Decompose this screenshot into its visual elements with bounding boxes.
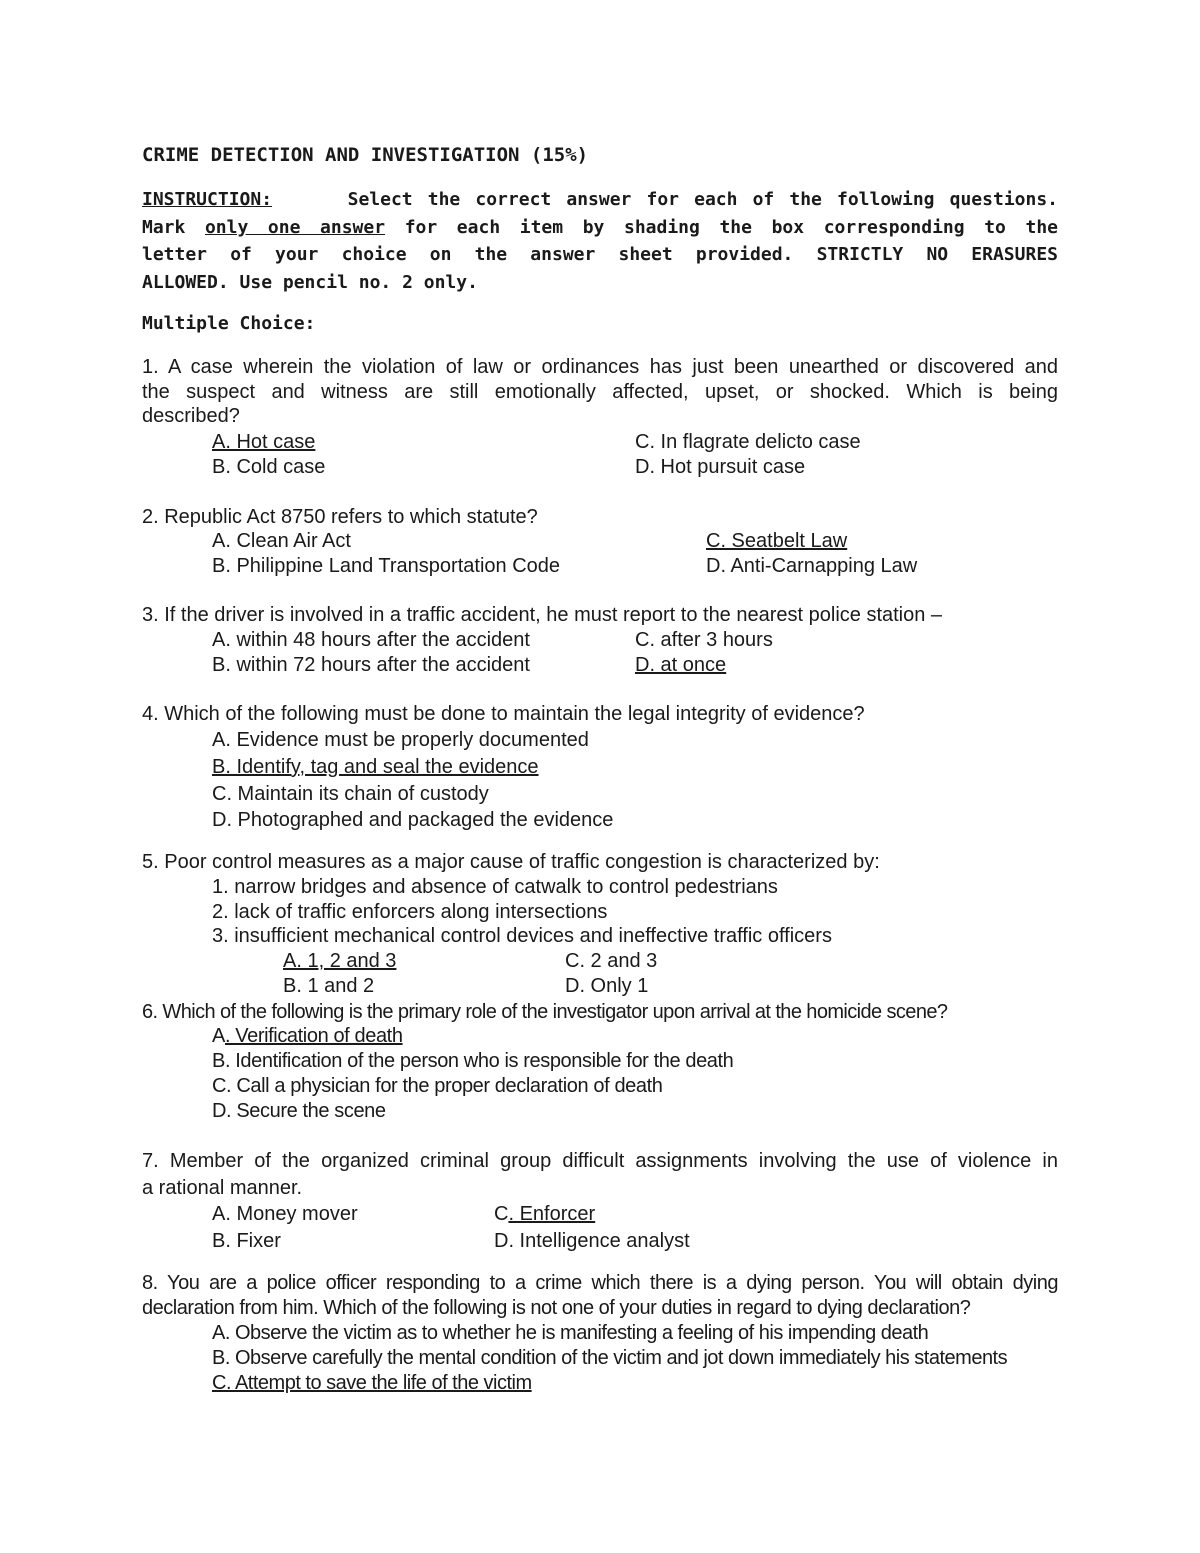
question-7-option-a[interactable]: A. Money mover: [212, 1203, 358, 1225]
question-1-stem-line-3: described?: [142, 405, 240, 427]
instruction-line-2: [142, 214, 1058, 242]
question-2-option-c[interactable]: C. Seatbelt Law: [706, 530, 848, 552]
question-6-option-c[interactable]: C. Call a physician for the proper declaration of death: [212, 1075, 663, 1097]
instruction-text-2b: for each item by shading the box corresponding to the: [404, 216, 1058, 238]
question-3-option-b[interactable]: B. within 72 hours after the accident: [212, 654, 530, 676]
question-8-option-c[interactable]: C. Attempt to save the life of the victim: [212, 1372, 532, 1394]
question-7-option-b[interactable]: B. Fixer: [212, 1230, 281, 1252]
question-5-item-3: 3. insufficient mechanical control devices and ineffective traffic officers: [212, 925, 832, 947]
question-8-stem-line-1: 8. You are a police officer responding to a crime which there is a dying person. You will obtain dying: [142, 1272, 1058, 1294]
question-2-stem: 2. Republic Act 8750 refers to which statute?: [142, 506, 538, 528]
question-5-option-a[interactable]: A. 1, 2 and 3: [283, 950, 397, 972]
instruction-emphasis: only one answer: [204, 216, 386, 238]
instruction-line-3: letter of your choice on the answer sheet provided. STRICTLY NO ERASURES: [142, 244, 1058, 265]
question-2-option-a[interactable]: A. Clean Air Act: [212, 530, 351, 552]
question-7-option-c-letter: C: [494, 1203, 509, 1225]
question-3-stem: 3. If the driver is involved in a traffic accident, he must report to the nearest police station –: [142, 604, 943, 626]
instruction-label: INSTRUCTION:: [142, 189, 273, 210]
question-1-stem-line-1: 1. A case wherein the violation of law or ordinances has just been unearthed or discovered and: [142, 356, 1058, 378]
question-1-stem-line-2: the suspect and witness are still emotionally affected, upset, or shocked. Which is being: [142, 380, 1058, 403]
instruction-line-1: [142, 186, 1058, 214]
question-5-stem: 5. Poor control measures as a major cause of traffic congestion is characterized by:: [142, 851, 880, 873]
page-title: CRIME DETECTION AND INVESTIGATION (15%): [142, 144, 589, 166]
question-4-stem: 4. Which of the following must be done to maintain the legal integrity of evidence?: [142, 703, 865, 725]
question-1-option-c[interactable]: C. In flagrate delicto case: [635, 431, 861, 453]
question-6-option-b[interactable]: B. Identification of the person who is responsible for the death: [212, 1050, 734, 1072]
question-3-option-c[interactable]: C. after 3 hours: [635, 629, 773, 651]
question-1-option-a[interactable]: A. Hot case: [212, 431, 316, 453]
question-5-option-d[interactable]: D. Only 1: [565, 975, 649, 997]
instruction-block: [142, 186, 1058, 296]
question-7-option-d[interactable]: D. Intelligence analyst: [494, 1230, 690, 1252]
question-8-option-b[interactable]: B. Observe carefully the mental condition of the victim and jot down immediately his statements: [212, 1347, 1008, 1369]
question-7-option-c[interactable]: [494, 1202, 595, 1226]
question-6-option-a-text: . Verification of death: [224, 1025, 403, 1047]
question-7-stem-line-2: a rational manner.: [142, 1177, 303, 1199]
question-4-option-c[interactable]: C. Maintain its chain of custody: [212, 783, 489, 805]
instruction-text-1: Select the correct answer for each of the following questions.: [347, 189, 1059, 210]
question-8-option-a[interactable]: A. Observe the victim as to whether he is manifesting a feeling of his impending death: [212, 1322, 929, 1344]
question-1-option-b[interactable]: B. Cold case: [212, 456, 326, 478]
instruction-text-2a: Mark: [142, 216, 186, 238]
question-7-option-c-text: . Enforcer: [508, 1203, 596, 1225]
question-6-option-d[interactable]: D. Secure the scene: [212, 1100, 386, 1122]
question-1: [142, 355, 1058, 429]
question-5-item-1: 1. narrow bridges and absence of catwalk to control pedestrians: [212, 876, 778, 898]
section-label: Multiple Choice:: [142, 313, 316, 334]
question-5-option-b[interactable]: B. 1 and 2: [283, 975, 375, 997]
instruction-line-4: ALLOWED. Use pencil no. 2 only.: [142, 271, 478, 293]
question-5-item-2: 2. lack of traffic enforcers along intersections: [212, 901, 608, 923]
question-1-option-d[interactable]: D. Hot pursuit case: [635, 456, 806, 478]
question-4-option-a[interactable]: A. Evidence must be properly documented: [212, 729, 589, 751]
question-4-option-d[interactable]: D. Photographed and packaged the evidence: [212, 809, 614, 831]
question-6-option-a-letter: A: [212, 1025, 225, 1047]
question-7: [142, 1148, 1058, 1202]
question-8: [142, 1271, 1058, 1320]
question-5-option-c[interactable]: C. 2 and 3: [565, 950, 658, 972]
question-2-option-b[interactable]: B. Philippine Land Transportation Code: [212, 555, 561, 577]
question-3-option-a[interactable]: A. within 48 hours after the accident: [212, 629, 530, 651]
question-7-stem-line-1: 7. Member of the organized criminal group difficult assignments involving the use of violence in: [142, 1150, 1058, 1172]
question-2-option-d[interactable]: D. Anti-Carnapping Law: [706, 555, 918, 577]
question-8-stem-line-2: declaration from him. Which of the following is not one of your duties in regard to dying declaration?: [142, 1296, 971, 1319]
question-4-option-b[interactable]: B. Identify, tag and seal the evidence: [212, 756, 539, 778]
question-6-stem: 6. Which of the following is the primary role of the investigator upon arrival at the homicide scene?: [142, 1001, 948, 1023]
question-6-option-a[interactable]: [212, 1024, 403, 1048]
question-3-option-d[interactable]: D. at once: [635, 654, 727, 676]
